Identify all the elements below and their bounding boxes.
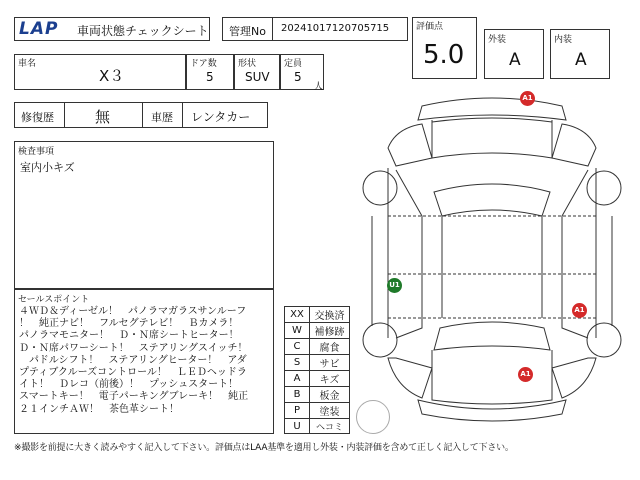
- legend-code: S: [285, 355, 310, 371]
- legend-code: C: [285, 339, 310, 355]
- legend-meaning: 板金: [310, 387, 350, 403]
- capacity-unit: 人: [314, 82, 324, 92]
- sales-text: [19, 306, 271, 416]
- shape-label: 形状: [238, 59, 257, 69]
- damage-legend: [284, 306, 350, 434]
- shape-value: SUV: [245, 70, 270, 84]
- exterior-label: 外装: [488, 35, 507, 45]
- sales-line: Ｄ・Ｎ席パワーシート！ ステアリングスイッチ！: [19, 342, 248, 354]
- doors-box: [186, 54, 234, 90]
- legend-code: P: [285, 403, 310, 419]
- document-title: 車両状態チェックシート: [77, 24, 209, 38]
- capacity-box: [280, 54, 324, 90]
- legend-row: [285, 403, 350, 419]
- inspection-box: [14, 141, 274, 289]
- legend-code: XX: [285, 307, 310, 323]
- mgmt-no-box: [222, 17, 408, 41]
- inspection-label: 検査事項: [18, 147, 55, 157]
- sales-box: [14, 289, 274, 434]
- logo: LAP: [19, 19, 59, 39]
- sales-line: イト！ Ｄレコ（前後）！ プッシュスタート！: [19, 379, 239, 391]
- exterior-box: [484, 29, 544, 79]
- footer-note: ※撮影を前提に大きく読みやすく記入して下さい。評価点はLAA基準を適用し外装・内装評価を含めて正しく記入して下さい。: [14, 443, 514, 453]
- legend-code: A: [285, 371, 310, 387]
- legend-row: [285, 307, 350, 323]
- legend-meaning: 補修跡: [310, 323, 350, 339]
- legend-meaning: 交換済: [310, 307, 350, 323]
- shape-box: [234, 54, 280, 90]
- car-diagram: [352, 88, 632, 438]
- legend-row: [285, 355, 350, 371]
- car-history-value: レンタカー: [191, 110, 251, 124]
- capacity-label: 定員: [284, 59, 303, 69]
- sales-line: スマートキー！ 電子パーキングブレーキ！ 純正: [19, 391, 249, 403]
- sales-line: パドルシフト！ ステアリングヒーター！ アダ: [19, 354, 247, 366]
- interior-value: A: [575, 50, 587, 70]
- legend-row: [285, 371, 350, 387]
- legend-meaning: キズ: [310, 371, 350, 387]
- mgmt-no-value: 20241017120705715: [281, 23, 390, 34]
- legend-row: [285, 419, 350, 434]
- legend-code: U: [285, 419, 310, 434]
- legend-meaning: サビ: [310, 355, 350, 371]
- repair-value: 無: [95, 108, 111, 126]
- sales-line: ！ 純正ナビ！ フルセグテレビ！ Ｂカメラ！: [19, 318, 239, 330]
- title-box: [14, 17, 210, 41]
- mgmt-divider: [272, 17, 273, 41]
- damage-mark-front: A1: [520, 91, 535, 106]
- sales-line: パノラマモニター！ Ｄ・Ｎ席シートヒーター！: [19, 330, 239, 342]
- sales-line: プティブクルーズコントロール！ ＬＥＤヘッドラ: [19, 367, 247, 379]
- score-box: [412, 17, 477, 79]
- sales-line: ４ＷＤ＆ディーゼル！ パノラマガラスサンルーフ: [19, 306, 247, 317]
- vehicle-name-value: X３: [99, 67, 125, 85]
- car-history-label: 車歴: [151, 111, 173, 124]
- legend-row: [285, 387, 350, 403]
- repair-divider-3: [182, 102, 183, 128]
- vehicle-name-label: 車名: [18, 59, 37, 69]
- exterior-value: A: [509, 50, 521, 70]
- sales-line: ２１インチＡＷ！ 茶色革シート！: [19, 403, 179, 415]
- doors-label: ドア数: [190, 59, 217, 69]
- score-value: 5.0: [423, 40, 465, 70]
- damage-mark-rear: A1: [518, 367, 533, 382]
- repair-label: 修復歴: [21, 111, 54, 124]
- repair-history-box: [14, 102, 268, 128]
- mgmt-no-label: 管理No: [229, 25, 266, 38]
- repair-divider-1: [64, 102, 65, 128]
- capacity-value: 5: [294, 70, 302, 84]
- legend-code: B: [285, 387, 310, 403]
- interior-box: [550, 29, 610, 79]
- damage-mark-right: A1: [572, 303, 587, 318]
- doors-value: 5: [206, 70, 214, 84]
- sales-label: セールスポイント: [18, 295, 90, 305]
- legend-meaning: 塗装: [310, 403, 350, 419]
- vehicle-name-box: [14, 54, 186, 90]
- legend-row: [285, 339, 350, 355]
- repair-divider-2: [142, 102, 143, 128]
- inspection-text: 室内小キズ: [20, 161, 75, 174]
- interior-label: 内装: [554, 35, 573, 45]
- legend-code: W: [285, 323, 310, 339]
- legend-meaning: 腐食: [310, 339, 350, 355]
- score-label: 評価点: [416, 22, 444, 32]
- legend-meaning: ヘコミ: [310, 419, 350, 434]
- damage-mark-left: U1: [387, 278, 402, 293]
- legend-row: [285, 323, 350, 339]
